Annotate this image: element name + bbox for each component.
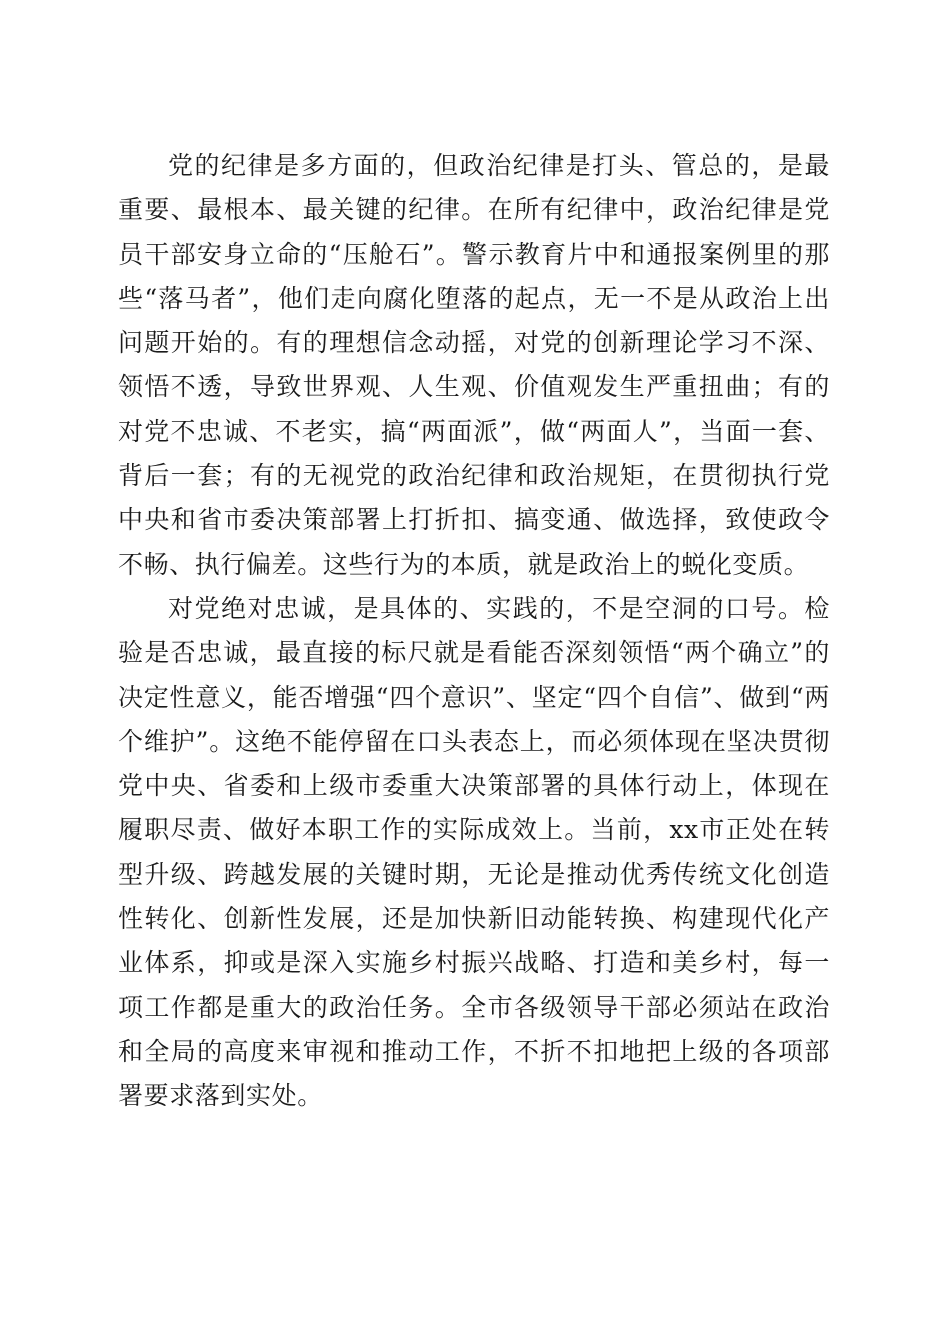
- document-body: [118, 144, 830, 1119]
- paragraph-political-discipline: 党的纪律是多方面的，但政治纪律是打头、管总的，是最重要、最根本、最关键的纪律。在所有纪律中，政治纪律是党员干部安身立命的“压舱石”。警示教育片中和通报案例里的那些“落马者”，他们走向腐化堕落的起点，无一不是从政治上出问题开始的。有的理想信念动摇，对党的创新理论学习不深、领悟不透，导致世界观、人生观、价值观发生严重扭曲；有的对党不忠诚、不老实，搞“两面派”，做“两面人”，当面一套、背后一套；有的无视党的政治纪律和政治规矩，在贯彻执行党中央和省市委决策部署上打折扣、搞变通、做选择，致使政令不畅、执行偏差。这些行为的本质，就是政治上的蜕化变质。: [118, 151, 830, 579]
- paragraph-absolute-loyalty: 对党绝对忠诚，是具体的、实践的，不是空洞的口号。检验是否忠诚，最直接的标尺就是看能否深刻领悟“两个确立”的决定性意义，能否增强“四个意识”、坚定“四个自信”、做到“两个维护”。这绝不能停留在口头表态上，而必须体现在坚决贯彻党中央、省委和上级市委重大决策部署的具体行动上，体现在履职尽责、做好本职工作的实际成效上。当前，xx市正处在转型升级、跨越发展的关键时期，无论是推动优秀传统文化创造性转化、创新性发展，还是加快新旧动能转换、构建现代化产业体系，抑或是深入实施乡村振兴战略、打造和美乡村，每一项工作都是重大的政治任务。全市各级领导干部必须站在政治和全局的高度来审视和推动工作，不折不扣地把上级的各项部署要求落到实处。: [118, 593, 830, 1111]
